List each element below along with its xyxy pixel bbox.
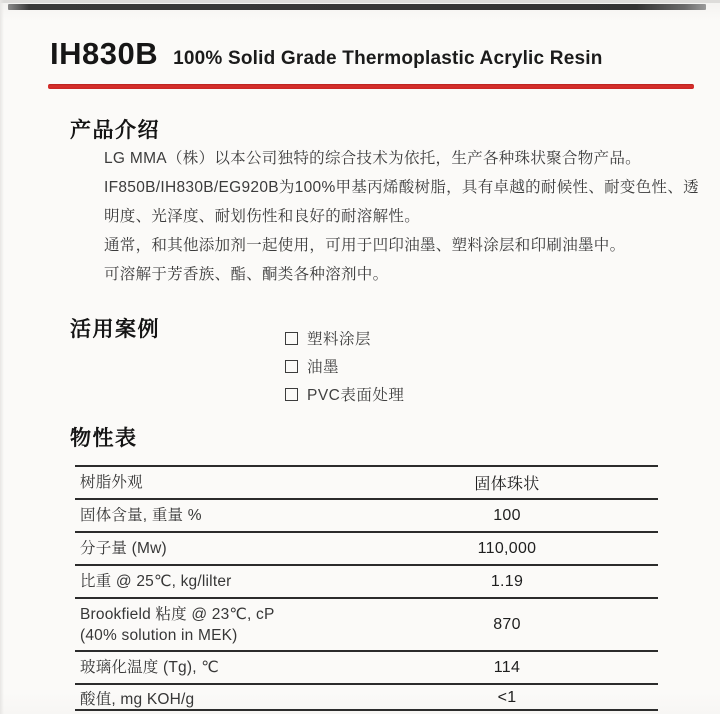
properties-table <box>75 465 658 711</box>
intro-line: LG MMA（株）以本公司独特的综合技术为依托，生产各种珠状聚合物产品。 <box>104 150 641 167</box>
header-red-rule <box>48 84 694 89</box>
intro-paragraph <box>104 144 704 289</box>
intro-line: IF850B/IH830B/EG920B为100%甲基丙烯酸树脂，具有卓越的耐候性、耐变色性、透 <box>104 179 699 196</box>
properties-section-heading: 物性表 <box>70 427 138 450</box>
property-value: 870 <box>493 615 521 633</box>
intro-line: 可溶解于芳香族、酯、酮类各种溶剂中。 <box>104 266 389 283</box>
application-label: PVC表面处理 <box>307 387 405 404</box>
property-value: 固体珠状 <box>474 476 540 493</box>
property-value: 110,000 <box>477 539 537 557</box>
property-row <box>75 599 658 652</box>
application-list-item <box>285 380 404 408</box>
property-label: 比重 @ 25℃, kg/lilter <box>80 573 232 590</box>
property-label: 酸值, mg KOH/g <box>80 691 195 708</box>
property-value: 114 <box>493 658 521 676</box>
checkbox-icon <box>285 332 298 345</box>
property-label: Brookfield 粘度 @ 23℃, cP (40% solution in MEK) <box>80 605 275 644</box>
product-code: IH830B <box>50 36 159 71</box>
property-value: 1.19 <box>490 572 524 590</box>
property-label: 固体含量, 重量 % <box>80 507 202 524</box>
applications-checklist <box>285 324 404 408</box>
document-header <box>50 36 603 72</box>
photo-edge-top-dark <box>8 4 706 10</box>
property-value: <1 <box>497 689 517 706</box>
intro-section-heading: 产品介绍 <box>70 119 160 142</box>
application-label: 塑料涂层 <box>307 331 372 348</box>
intro-line: 通常，和其他添加剂一起使用，可用于凹印油墨、塑料涂层和印刷油墨中。 <box>104 237 626 254</box>
property-label: 分子量 (Mw) <box>80 540 167 557</box>
applications-section-heading: 活用案例 <box>70 318 160 341</box>
checkbox-icon <box>285 360 298 373</box>
property-value: 100 <box>493 506 521 524</box>
property-row <box>75 533 658 566</box>
photo-edge-left <box>0 0 4 714</box>
product-title: 100% Solid Grade Thermoplastic Acrylic Resin <box>173 48 603 69</box>
property-row <box>75 566 658 599</box>
property-row <box>75 652 658 685</box>
property-label: 树脂外观 <box>80 474 143 491</box>
photo-edge-top-light <box>0 0 720 3</box>
application-label: 油墨 <box>307 359 340 376</box>
property-row <box>75 500 658 533</box>
property-label: 玻璃化温度 (Tg), ℃ <box>80 659 219 676</box>
intro-line: 明度、光泽度、耐划伤性和良好的耐溶解性。 <box>104 208 421 225</box>
application-list-item <box>285 352 404 380</box>
property-row <box>75 467 658 500</box>
checkbox-icon <box>285 388 298 401</box>
property-row <box>75 685 658 711</box>
application-list-item <box>285 324 404 352</box>
